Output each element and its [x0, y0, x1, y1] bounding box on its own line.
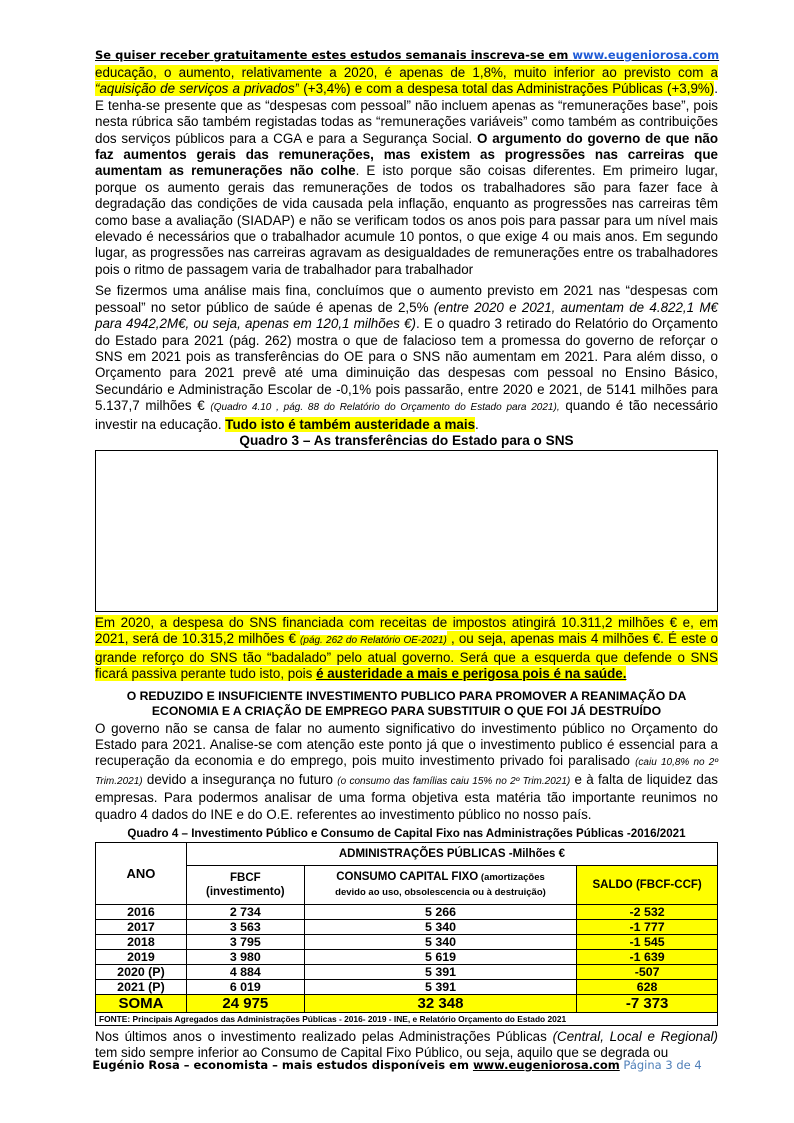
p3-bold-underline: é austeridade a mais e perigosa pois é na saúde. [316, 666, 627, 682]
cell-ano: 2017 [96, 920, 187, 935]
cell-ano: 2018 [96, 935, 187, 950]
header-ano: ANO [96, 843, 187, 905]
p1-text-f: . E isto porque são coisas diferentes. Em primeiro lugar, porque os aumento gerais das remunerações de todos os trabalhadores são para fazer face à degradação das condições de vida causada pela inflação, enquanto as progressões nas carreiras têm como base a avaliação (SIADAP) e não se verificam todos os anos pois para passar para um nível mais elevado é necessários que o trabalhador acumule 10 pontos, o que exige 4 ou mais anos. Em segundo lugar, as progressões nas carreiras agravam as desigualdades de remunerações entre os trabalhadores pois o ritmo de passagem varia de trabalhador para trabalhador [95, 163, 718, 277]
p4-text-c: devido a insegurança no futuro [142, 771, 338, 787]
cell-ano: 2019 [96, 950, 187, 965]
cell-fbcf: 6 019 [186, 980, 304, 995]
header-ccf-main: CONSUMO CAPITAL FIXO [336, 871, 479, 883]
table-row-soma [96, 995, 718, 1013]
p5-italic-b: (Central, Local e Regional) [552, 1029, 718, 1044]
cell-saldo: 628 [577, 980, 718, 995]
quadro3-title: Quadro 3 – As transferências do Estado para o SNS [239, 432, 574, 448]
p2-text-c: . E o quadro 3 retirado do Relatório do Orçamento do Estado para 2021 (pág. 262) mostra o que de falacioso tem a promessa do governo de reforçar o SNS em 2021 pois as transferências do OE para o SNS não aumentam em 2021. Para além disso, o Orçamento para 2021 prevê até uma diminuição das despesas com pessoal no Ensino Básico, Secundário e Administração Escolar de -0,1% pois passarão, entre 2020 e 2021, de 5141 milhões para 5.137,7 milhões € [95, 316, 718, 414]
table-row [96, 905, 718, 920]
cell-fbcf: 4 884 [186, 965, 304, 980]
cell-soma-label: SOMA [96, 995, 187, 1013]
quadro4-title: Quadro 4 – Investimento Público e Consumo de Capital Fixo nas Administrações Públicas -2016/2021 [127, 827, 686, 840]
table-row [96, 950, 718, 965]
page-footer [0, 1058, 794, 1072]
p2-bold-highlight: Tudo isto é também austeridade a mais [225, 416, 476, 432]
p1-highlight-c: (+3,4%) e com a despesa total das Administrações Públicas (+3,9%) [299, 81, 715, 97]
page-header [95, 48, 718, 62]
cell-fbcf: 3 980 [186, 950, 304, 965]
p1-highlight-a: educação, o aumento, relativamente a 2020, é apenas de 1,8%, muito inferior ao previsto com a [95, 65, 718, 80]
table-row [96, 935, 718, 950]
cell-ccf: 5 266 [304, 905, 576, 920]
table-row [96, 980, 718, 995]
quadro4-source: FONTE: Principais Agregados das Administrações Públicas - 2016- 2019 - INE, e Relatório Orçamento do Estado 2021 [95, 1013, 718, 1026]
section-title: O REDUZIDO E INSUFICIENTE INVESTIMENTO PUBLICO PARA PROMOVER A REANIMAÇÃO DA ECONOMIA E A CRIAÇÃO DE EMPREGO PARA SUBSTITUIR O QUE FOI JÁ DESTRUÍDO [126, 688, 687, 718]
cell-ccf: 5 619 [304, 950, 576, 965]
quadro3-image-placeholder [95, 450, 718, 612]
header-ccf-sub1: (amortizações [478, 872, 545, 883]
cell-fbcf: 3 795 [186, 935, 304, 950]
p4-text-e: e à falta de liquidez das empresas. Para podermos analisar de uma forma objetiva esta matéria tão importante reunimos no quadro 4 dados do INE e do O.E. referentes ao investimento público no nosso país. [95, 771, 718, 822]
cell-ccf: 5 391 [304, 965, 576, 980]
footer-text: Eugénio Rosa – economista – mais estudos disponíveis em [92, 1058, 473, 1072]
p4-citation-d: (o consumo das famílias caiu 15% no 2º Trim.2021) [337, 775, 571, 787]
header-fbcf [186, 866, 304, 905]
header-ccf-sub2: devido ao uso, obsolescencia ou à destruição) [335, 887, 546, 898]
cell-saldo: -1 639 [577, 950, 718, 965]
cell-saldo: -507 [577, 965, 718, 980]
cell-ano: 2020 (P) [96, 965, 187, 980]
p2-italic-b: (entre 2020 e 2021, aumentam de 4.822,1 M€ para 4942,2M€, ou seja, apenas em 120,1 milhões €) [95, 299, 718, 332]
header-fbcf-line1: FBCF [229, 872, 261, 884]
paragraph-3 [95, 615, 718, 683]
cell-ano: 2016 [96, 905, 187, 920]
cell-fbcf: 3 563 [186, 920, 304, 935]
cell-saldo: -2 532 [577, 905, 718, 920]
paragraph-1 [95, 65, 718, 278]
table-row [96, 920, 718, 935]
cell-saldo: -1 777 [577, 920, 718, 935]
page-number: Página 3 de 4 [619, 1058, 702, 1072]
p3-citation: (pág. 262 do Relatório OE-2021) [300, 635, 447, 647]
p1-highlight-italic: “aquisição de serviços a privados” [95, 81, 300, 97]
header-saldo: SALDO (FBCF-CCF) [577, 866, 718, 905]
table-row [96, 965, 718, 980]
cell-ccf: 5 340 [304, 920, 576, 935]
page-content [95, 48, 718, 1062]
cell-soma-fbcf: 24 975 [186, 995, 304, 1013]
p4-text-a: O governo não se cansa de falar no aumento significativo do investimento público no Orçamento do Estado para 2021. Analise-se com atenção este ponto já que o investimento publico é essencial para a recuperação da economia e do emprego, pois muito investimento privado foi paralisado [95, 720, 718, 769]
cell-ccf: 5 391 [304, 980, 576, 995]
cell-soma-ccf: 32 348 [304, 995, 576, 1013]
p4-citation-b: (caiu 10,8% no 2º Trim.2021) [95, 757, 718, 787]
header-ccf [304, 866, 576, 905]
p1-bold-argument: O argumento do governo de que não faz aumentos gerais das remunerações, mas existem as progressões nas carreiras que aumentam as remunerações não colhe [95, 130, 718, 179]
paragraph-4 [95, 721, 718, 823]
cell-soma-saldo: -7 373 [577, 995, 718, 1013]
quadro4-body [96, 905, 718, 1013]
cell-saldo: -1 545 [577, 935, 718, 950]
p2-text-a: Se fizermos uma análise mais fina, concluímos que o aumento previsto em 2021 nas “despesas com pessoal” no setor público de saúde é apenas de 2,5% [95, 283, 718, 315]
p2-text-g: . [475, 416, 479, 432]
p3-highlight-c: , ou seja, apenas mais 4 milhões €. É este o grande reforço do SNS tão “badalado” pelo atual governo. Será que a esquerda que defende o SNS ficará passiva perante tudo isto, pois [95, 631, 718, 682]
header-link[interactable]: www.eugeniorosa.com [572, 48, 720, 62]
p5-text-c: tem sido sempre inferior ao Consumo de Capital Fixo Público, ou seja, aquilo que se degrada ou [95, 1045, 669, 1061]
quadro4-table [95, 842, 718, 1013]
p5-text-a: Nos últimos anos o investimento realizado pelas Administrações Públicas [95, 1029, 553, 1044]
cell-ano: 2021 (P) [96, 980, 187, 995]
header-fbcf-line2: (investimento) [206, 886, 285, 898]
header-group: ADMINISTRAÇÕES PÚBLICAS -Milhões € [186, 843, 717, 866]
cell-ccf: 5 340 [304, 935, 576, 950]
p2-text-e: quando é tão necessário investir na educação. [95, 398, 718, 432]
p2-citation: (Quadro 4.10 , pág. 88 do Relatório do Orçamento do Estado para 2021), [210, 402, 560, 414]
paragraph-5 [95, 1029, 718, 1062]
paragraph-2 [95, 283, 718, 433]
p3-highlight-a: Em 2020, a despesa do SNS financiada com receitas de impostos atingirá 10.311,2 milhões € e, em 2021, será de 10.315,2 milhões € [95, 614, 718, 647]
cell-fbcf: 2 734 [186, 905, 304, 920]
p1-text-d: . E tenha-se presente que as “despesas com pessoal” não incluem apenas as “remunerações base”, pois nesta rúbrica são também registadas todas as “remunerações variáveis” como também as contribuições dos serviços públicos para a CGA e para a Segurança Social. [95, 81, 718, 146]
header-text: Se quiser receber gratuitamente estes estudos semanais inscreva-se em [95, 48, 573, 62]
footer-link[interactable]: www.eugeniorosa.com [472, 1058, 620, 1072]
